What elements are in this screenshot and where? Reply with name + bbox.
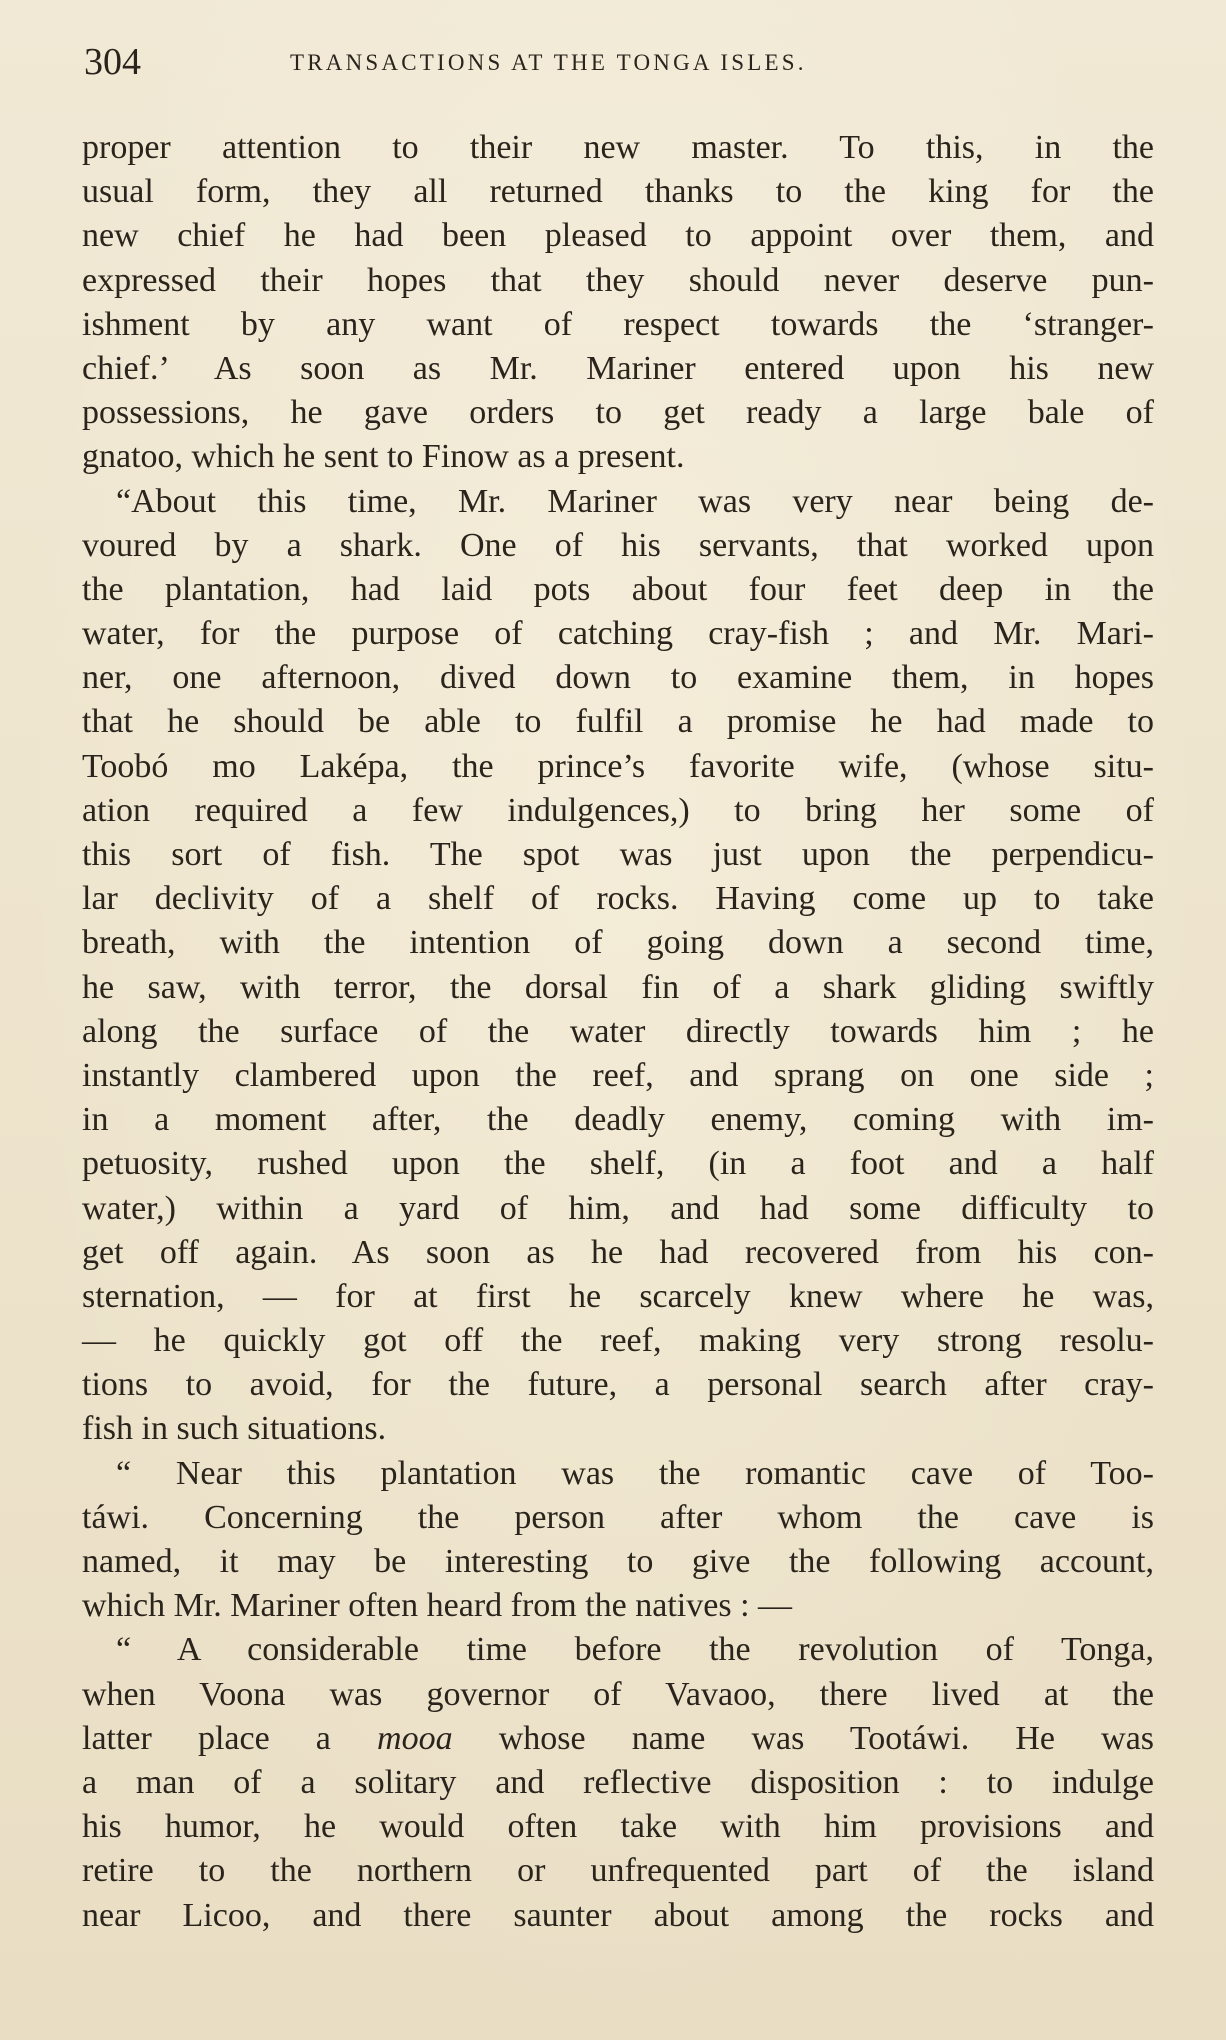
text-line: when Voona was governor of Vavaoo, there lived at the xyxy=(82,1675,1154,1713)
text-line: proper attention to their new master. To this, in the xyxy=(82,129,1154,166)
text-line: — he quickly got off the reef, making very strong resolu- xyxy=(82,1322,1154,1360)
text-line: possessions, he gave orders to get ready a large bale of xyxy=(82,394,1154,432)
text-line: chief.’ As soon as Mr. Mariner entered upon his new xyxy=(82,349,1154,387)
text-line: sternation, — for at first he scarcely knew where he was, xyxy=(82,1277,1154,1315)
text-line: named, it may be interesting to give the following account, xyxy=(82,1543,1154,1580)
text-line: petuosity, rushed upon the shelf, (in a foot and a half xyxy=(82,1145,1154,1183)
text-line: he saw, with terror, the dorsal fin of a shark gliding swiftly xyxy=(82,968,1154,1006)
text-line: voured by a shark. One of his servants, that worked upon xyxy=(82,526,1154,564)
text-segment: latter place a xyxy=(82,1719,331,1757)
text-line: ner, one afternoon, dived down to examine them, in hopes xyxy=(82,659,1154,697)
paragraph-start-line: “ A considerable time before the revolution of Tonga, xyxy=(116,1631,1154,1669)
paragraph-start-line: “ Near this plantation was the romantic cave of Too- xyxy=(116,1454,1154,1492)
italic-word: mooa xyxy=(377,1719,453,1757)
body-text xyxy=(82,126,1154,1938)
text-line: get off again. As soon as he had recovered from his con- xyxy=(82,1233,1154,1271)
text-line: that he should be able to fulfil a promise he had made to xyxy=(82,703,1154,741)
text-line: ation required a few indulgences,) to bring her some of xyxy=(82,791,1154,829)
text-line: water,) within a yard of him, and had some difficulty to xyxy=(82,1189,1154,1227)
text-line: usual form, they all returned thanks to the king for the xyxy=(82,173,1154,211)
text-line: Toobó mo Laképa, the prince’s favorite wife, (whose situ- xyxy=(82,747,1154,785)
text-line: in a moment after, the deadly enemy, coming with im- xyxy=(82,1101,1154,1139)
text-line: tions to avoid, for the future, a personal search after cray- xyxy=(82,1366,1154,1404)
text-line: water, for the purpose of catching cray-fish ; and Mr. Mari- xyxy=(82,615,1154,653)
text-line: the plantation, had laid pots about four feet deep in the xyxy=(82,570,1154,608)
page-header xyxy=(84,36,1154,96)
text-line: lar declivity of a shelf of rocks. Having come up to take xyxy=(82,880,1154,918)
text-line: a man of a solitary and reflective disposition : to indulge xyxy=(82,1763,1154,1801)
text-line: along the surface of the water directly towards him ; he xyxy=(82,1012,1154,1050)
text-line: fish in such situations. xyxy=(82,1410,387,1448)
text-line: which Mr. Mariner often heard from the natives : — xyxy=(82,1587,793,1625)
text-line: near Licoo, and there saunter about among the rocks and xyxy=(82,1896,1154,1934)
text-line: táwi. Concerning the person after whom the cave is xyxy=(82,1498,1154,1536)
text-line: expressed their hopes that they should never deserve pun- xyxy=(82,261,1154,299)
paragraph-start-line: “About this time, Mr. Mariner was very near being de- xyxy=(116,482,1154,520)
running-title: TRANSACTIONS AT THE TONGA ISLES. xyxy=(290,50,807,75)
text-line: retire to the northern or unfrequented part of the island xyxy=(82,1852,1154,1890)
text-line: his humor, he would often take with him provisions and xyxy=(82,1808,1154,1846)
text-line: this sort of fish. The spot was just upon the perpendicu- xyxy=(82,836,1154,873)
text-line-with-italic xyxy=(82,1717,1154,1761)
page-number: 304 xyxy=(84,41,141,83)
text-segment: whose name was Tootáwi. He was xyxy=(498,1719,1155,1757)
text-line: new chief he had been pleased to appoint over them, and xyxy=(82,217,1154,255)
text-line: instantly clambered upon the reef, and sprang on one side ; xyxy=(82,1056,1154,1094)
text-line: gnatoo, which he sent to Finow as a present. xyxy=(82,438,685,476)
text-line: breath, with the intention of going down a second time, xyxy=(82,924,1154,962)
text-line: ishment by any want of respect towards the ‘stranger- xyxy=(82,305,1154,343)
